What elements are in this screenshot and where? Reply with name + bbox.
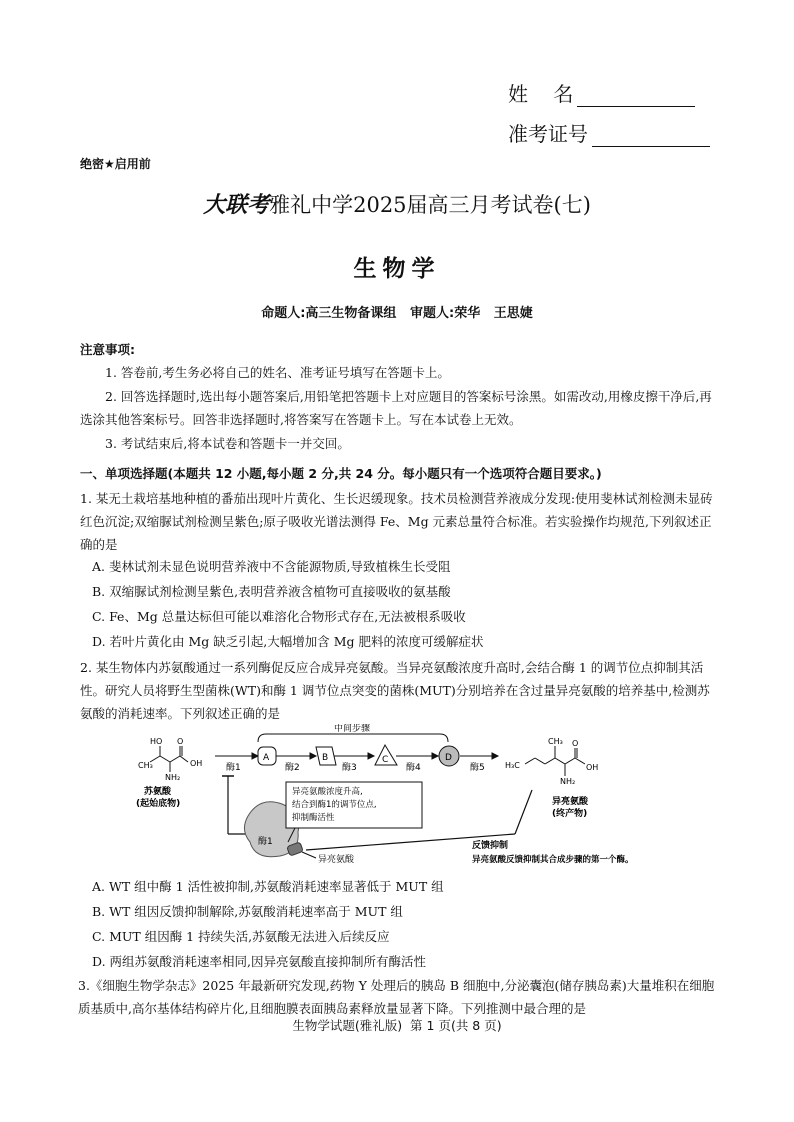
- enzyme-4-label: 酶4: [406, 763, 421, 773]
- threonine-o-label: O: [177, 737, 184, 746]
- question-1-option-a[interactable]: A. 斐林试剂未显色说明营养液中不含能源物质,导致植株生长受阻: [92, 559, 451, 574]
- isoleucine-name: 异亮氨酸: [552, 797, 589, 807]
- name-label: 姓 名: [508, 82, 574, 106]
- exam-id-blank-line[interactable]: [592, 128, 710, 147]
- isoleucine-h3c-label: H₃C: [505, 761, 520, 770]
- subject-title: 生物学: [353, 256, 441, 282]
- feedback-line: [515, 790, 532, 834]
- isoleucine-nh2-label: NH₂: [560, 777, 576, 786]
- notice-title: 注意事项:: [80, 342, 135, 357]
- section-title-text: 一、单项选择题(本题共 12 小题,每小题 2 分,共 24 分。每小题只有一个选项符合题目要求。): [80, 466, 602, 481]
- arrow-enzyme-1-head: [252, 753, 258, 759]
- notice-item-2: 2. 回答选择题时,选出每小题答案后,用铅笔把答题卡上对应题目的答案标号涂黑。如需改动,用橡皮擦干净后,再选涂其他答案标号。回答非选择题时,将答案写在答题卡上。写在本试卷上无效。: [80, 389, 712, 427]
- pathway-diagram: [120, 724, 700, 874]
- enzyme-1-label: 酶1: [226, 763, 241, 773]
- enzyme-blob-label: 酶1: [258, 837, 273, 847]
- isoleucine-note: (终产物): [552, 809, 588, 819]
- inhibitor-pointer: [302, 852, 316, 858]
- intermediate-label: 中间步骤: [334, 724, 371, 734]
- exam-title-rest: 雅礼中学2025届高三月考试卷(七): [269, 193, 591, 217]
- arrow-enzyme-3-head: [368, 753, 374, 759]
- isoleucine-oh-label: OH: [586, 763, 599, 772]
- page-footer: 生物学试题(雅礼版) 第 1 页(共 8 页): [292, 1018, 502, 1033]
- node-c-label: C: [382, 755, 389, 765]
- callout-line-1: 异亮氨酸浓度升高,: [292, 787, 363, 797]
- node-b-label: B: [322, 753, 329, 763]
- isoleucine-ch3-label: CH₃: [548, 737, 563, 746]
- arrow-enzyme-4-head: [432, 753, 438, 759]
- question-2-option-c[interactable]: C. MUT 组因酶 1 持续失活,苏氨酸无法进入后续反应: [92, 929, 390, 944]
- exam-title-brand: 大联考: [203, 192, 270, 218]
- feedback-desc: 异亮氨酸反馈抑制其合成步骤的第一个酶。: [472, 855, 634, 865]
- arrow-enzyme-5-head: [492, 753, 498, 759]
- threonine-name: 苏氨酸: [144, 787, 172, 797]
- threonine-structure: [150, 746, 188, 772]
- authors-line: 命题人:高三生物备课组 审题人:荣华 王思婕: [261, 306, 533, 321]
- question-2-option-b[interactable]: B. WT 组因反馈抑制解除,苏氨酸消耗速率高于 MUT 组: [92, 904, 403, 919]
- threonine-oh-label: OH: [190, 759, 203, 768]
- exam-id-label: 准考证号: [508, 122, 588, 146]
- callout-line-3: 抑制酶活性: [292, 813, 335, 823]
- name-blank-line[interactable]: [577, 88, 695, 107]
- threonine-ch3-label: CH₃: [138, 761, 153, 770]
- threonine-nh2-label: NH₂: [165, 773, 181, 782]
- isoleucine-o-label: O: [572, 739, 579, 748]
- exam-title: [0, 188, 794, 219]
- notice-item-1: 1. 答卷前,考生务必将自己的姓名、准考证号填写在答题卡上。: [105, 365, 450, 380]
- question-1-option-d[interactable]: D. 若叶片黄化由 Mg 缺乏引起,大幅增加含 Mg 肥料的浓度可缓解症状: [92, 634, 484, 649]
- question-2-option-d[interactable]: D. 两组苏氨酸消耗速率相同,因异亮氨酸直接抑制所有酶活性: [92, 954, 426, 969]
- question-1-option-b[interactable]: B. 双缩脲试剂检测呈紫色,表明营养液含植物可直接吸收的氨基酸: [92, 584, 451, 599]
- inhibitor-label: 异亮氨酸: [318, 855, 355, 865]
- intermediate-bracket: [258, 734, 448, 742]
- question-3-stem: 3.《细胞生物学杂志》2025 年最新研究发现,药物 Y 处理后的胰岛 B 细胞中,分泌囊泡(储存胰岛素)大量堆积在细胞质基质中,高尔基体结构碎片化,且细胞膜表面胰岛素释放量显著下降。下列推测中最合理的是: [78, 978, 715, 1016]
- question-2-option-a[interactable]: A. WT 组中酶 1 活性被抑制,苏氨酸消耗速率显著低于 MUT 组: [92, 879, 444, 894]
- arrow-enzyme-2-head: [310, 753, 316, 759]
- question-1-stem: 1. 某无土栽培基地种植的番茄出现叶片黄化、生长迟缓现象。技术员检测营养液成分发现:使用斐林试剂检测未显砖红色沉淀;双缩脲试剂检测呈紫色;原子吸收光谱法测得 Fe、Mg 元素总量符合标准。若实验操作均规范,下列叙述正确的是: [80, 491, 713, 552]
- enzyme-2-label: 酶2: [285, 763, 300, 773]
- callout-line-2: 结合到酶1的调节位点,: [292, 800, 377, 810]
- confidential-label: 绝密★启用前: [80, 157, 151, 171]
- threonine-ho-label: HO: [150, 737, 163, 746]
- enzyme-5-label: 酶5: [470, 763, 485, 773]
- feedback-title: 反馈抑制: [472, 841, 509, 851]
- question-2-stem: 2. 某生物体内苏氨酸通过一系列酶促反应合成异亮氨酸。当异亮氨酸浓度升高时,会结合酶 1 的调节位点抑制其活性。研究人员将野生型菌株(WT)和酶 1 调节位点突变的菌株(MUT)分别培养在含过量异亮氨酸的培养基中,检测苏氨酸的消耗速率。下列叙述正确的是: [80, 660, 710, 721]
- question-1-option-c[interactable]: C. Fe、Mg 总量达标但可能以难溶化合物形式存在,无法被根系吸收: [92, 609, 466, 624]
- exam-id-field[interactable]: [508, 118, 710, 147]
- isoleucine-structure: [525, 746, 585, 776]
- name-field[interactable]: [508, 78, 695, 107]
- node-a-label: A: [263, 753, 270, 763]
- section-title: [80, 464, 602, 482]
- enzyme-3-label: 酶3: [342, 763, 357, 773]
- notice-item-3: 3. 考试结束后,将本试卷和答题卡一并交回。: [105, 436, 350, 451]
- node-d-label: D: [445, 753, 452, 763]
- threonine-note: (起始底物): [136, 799, 181, 809]
